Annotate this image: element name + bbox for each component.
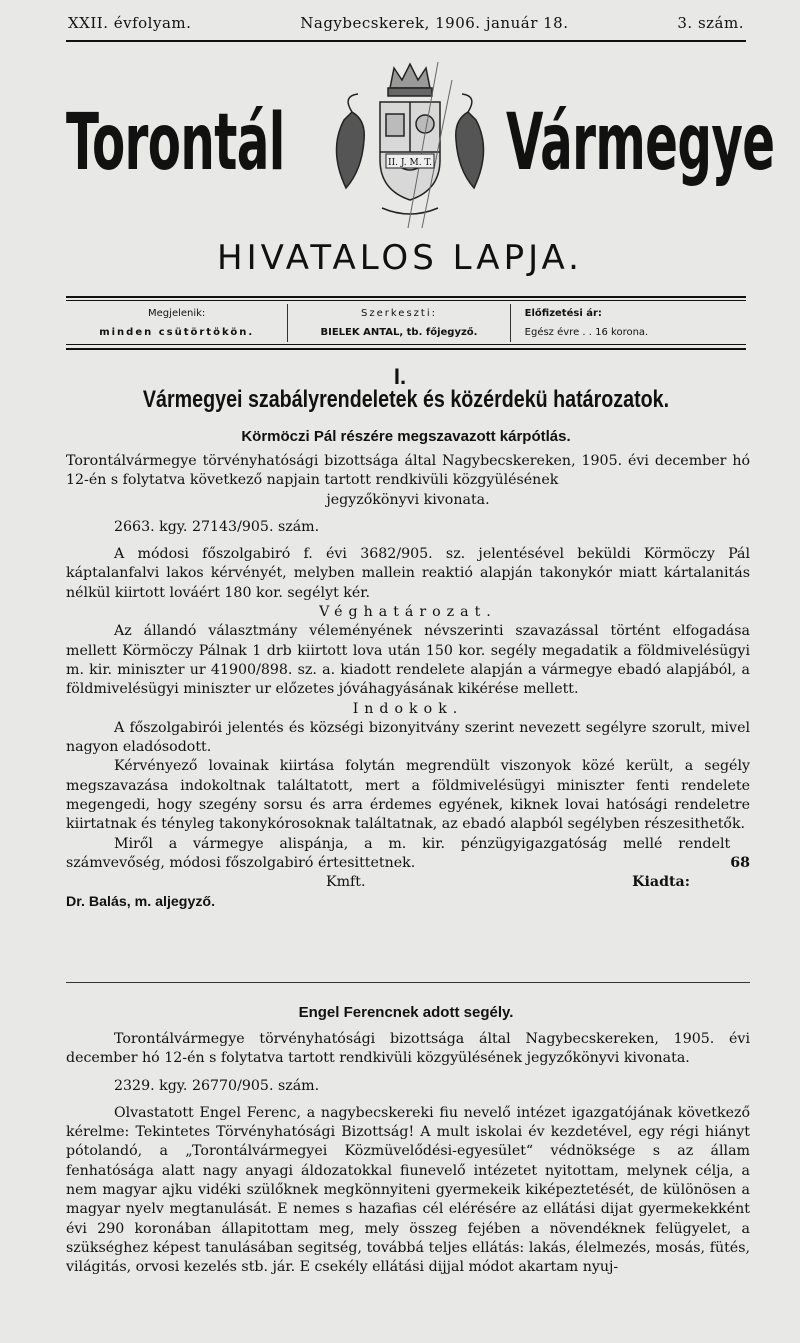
section-title: Vármegyei szabályrendeletek és közérdekü határozatok.: [142, 386, 670, 413]
kiadta-label: Kiadta:: [632, 874, 690, 891]
volume-label: XXII. évfolyam.: [68, 14, 192, 32]
title-right: Vármegye: [506, 98, 775, 188]
article1-body: [66, 452, 750, 912]
article1-p2: Az állandó választmány véleményének névszerinti szavazással történt elfogadása mellett Körmöczy Pálnak 1 drb kiirtott lova után 150 kor. segély megadatik a földmivelésügyi m. kir. miniszter ur 41900/898. sz. a. kiadott rendelete alapján a vármegye ebadó alapjából, a földmivelésügyi miniszter ur előzetes jóváhagyásának kikérése mellett.: [66, 623, 750, 698]
article2-intro: Torontálvármegye törvényhatósági bizottsága által Nagybecskereken, 1905. évi december hó 12-én s folytatva tartott rendkivüli közgyülésének jegyzőkönyvi kivonata.: [66, 1031, 750, 1067]
page-subtitle: HIVATALOS LAPJA.: [217, 238, 583, 278]
editor-value: BIELEK ANTAL, tb. főjegyző.: [320, 327, 478, 338]
price-value: Egész évre . . 16 korona.: [524, 327, 649, 338]
article1-p5-row: [66, 835, 750, 874]
price-label: Előfizetési ár:: [524, 308, 602, 319]
info-price: [510, 304, 746, 342]
article1-intro-end: jegyzőkönyvi kivonata.: [326, 491, 490, 508]
article2-body: [66, 1030, 750, 1278]
info-rule-top-2: [66, 300, 746, 301]
masthead: [66, 60, 775, 230]
coat-of-arms-icon: [322, 60, 498, 230]
section-number: I.: [393, 364, 407, 389]
article1-p5-number: 68: [730, 854, 750, 871]
article2-ref: 2329. kgy. 26770/905. szám.: [114, 1077, 320, 1094]
article1-signer: Dr. Balás, m. aljegyző.: [66, 893, 216, 910]
article2-title: Engel Ferencnek adott segély.: [298, 1004, 514, 1021]
article1-p3: A főszolgabirói jelentés és községi bizonyitvány szerint nevezett segélyre szorult, mivel nagyon eladósodott.: [66, 719, 750, 756]
header-rule: [66, 40, 746, 42]
article1-intro: Torontálvármegye törvényhatósági bizottsága által Nagybecskereken, 1905. évi december hó 12-én s folytatva következő napjain tartott rendkivüli közgyülésének: [66, 453, 750, 489]
info-rule-bottom-2: [66, 348, 746, 350]
article1-signature-row: [66, 873, 750, 892]
article1-h2: Indokok.: [352, 700, 464, 717]
info-rule-top: [66, 296, 746, 298]
article1-p4: Kérvényező lovainak kiirtása folytán megrendült viszonyok közé került, a segély megszavazása indokoltnak találtatott, mert a földmivelésügyi miniszter fenti rendelete megengedi, hogy szegény sorsu és arra érdemes egyének, kiknek lovai hatósági rendeletre kiirtatnak és tényleg takonykórosoknak találtatnak, az ebadó alapból segélyben részesithetők.: [66, 758, 750, 833]
place-date: Nagybecskerek, 1906. január 18.: [300, 14, 569, 32]
article-divider: [66, 982, 750, 983]
appears-label: Megjelenik:: [148, 308, 206, 319]
crest-text: II. J. M. T.: [388, 158, 432, 168]
article1-ref: 2663. kgy. 27143/905. szám.: [114, 518, 320, 535]
title-left: Torontál: [66, 98, 285, 188]
article1-p5: Miről a vármegye alispánja, a m. kir. pénzügyigazgatóság mellé rendelt számvevőség, módosi főszolgabiró értesittetnek.: [66, 835, 731, 871]
info-box: [66, 304, 746, 342]
article1-title: Körmöczi Pál részére megszavazott kárpótlás.: [241, 428, 571, 445]
issue-header: [68, 14, 744, 32]
appears-value: minden csütörtökön.: [99, 327, 255, 338]
info-rule-bottom: [66, 344, 746, 345]
info-appears: [66, 304, 287, 342]
issue-number: 3. szám.: [677, 14, 744, 32]
info-editor: [287, 304, 509, 342]
article1-p1: A módosi főszolgabiró f. évi 3682/905. sz. jelentésével beküldi Körmöczy Pál káptalanfalvi lakos kérvényét, melyben mallein reaktió alapján takonykór miatt kártalanitás nélkül kiirtott lováért 180 kor. segélyt kér.: [66, 546, 750, 601]
editor-label: Szerkeszti:: [361, 308, 437, 319]
article1-h1: Véghatározat.: [319, 604, 497, 621]
kmft-label: Kmft.: [326, 874, 366, 891]
article2-p1: Olvastatott Engel Ferenc, a nagybecskereki fiu nevelő intézet igazgatójának következő kérelme: Tekintetes Törvényhatósági Bizottság! A mult iskolai év kezdetével, egy régi hiányt pótolandó, a „Torontálvármegyei Közmüvelődési-egyesület“ védnöksége s az állam fenhatósága alatt nagy anyagi áldozatokkal fiunevelő intézetet nyitottam, melynek célja, a nem magyar ajku vidéki szülőknek megkönnyiteni gyermekeik kiképeztetését, de különösen a magyar nyelv megtanulását. E nemes s hazafias cél elérésére az ellátási dijat gyermekekként évi 290 koronában állapitottam meg, mely összeg fejében a növendéknek felügyelet, a szükséghez képest tanulásában segitség, továbbá teljes ellátás: lakás, élelmezés, mosás, fütés, világitás, orvosi kezelés stb. jár. E csekély ellátási dijjal módot akartam nyuj-: [66, 1104, 750, 1276]
